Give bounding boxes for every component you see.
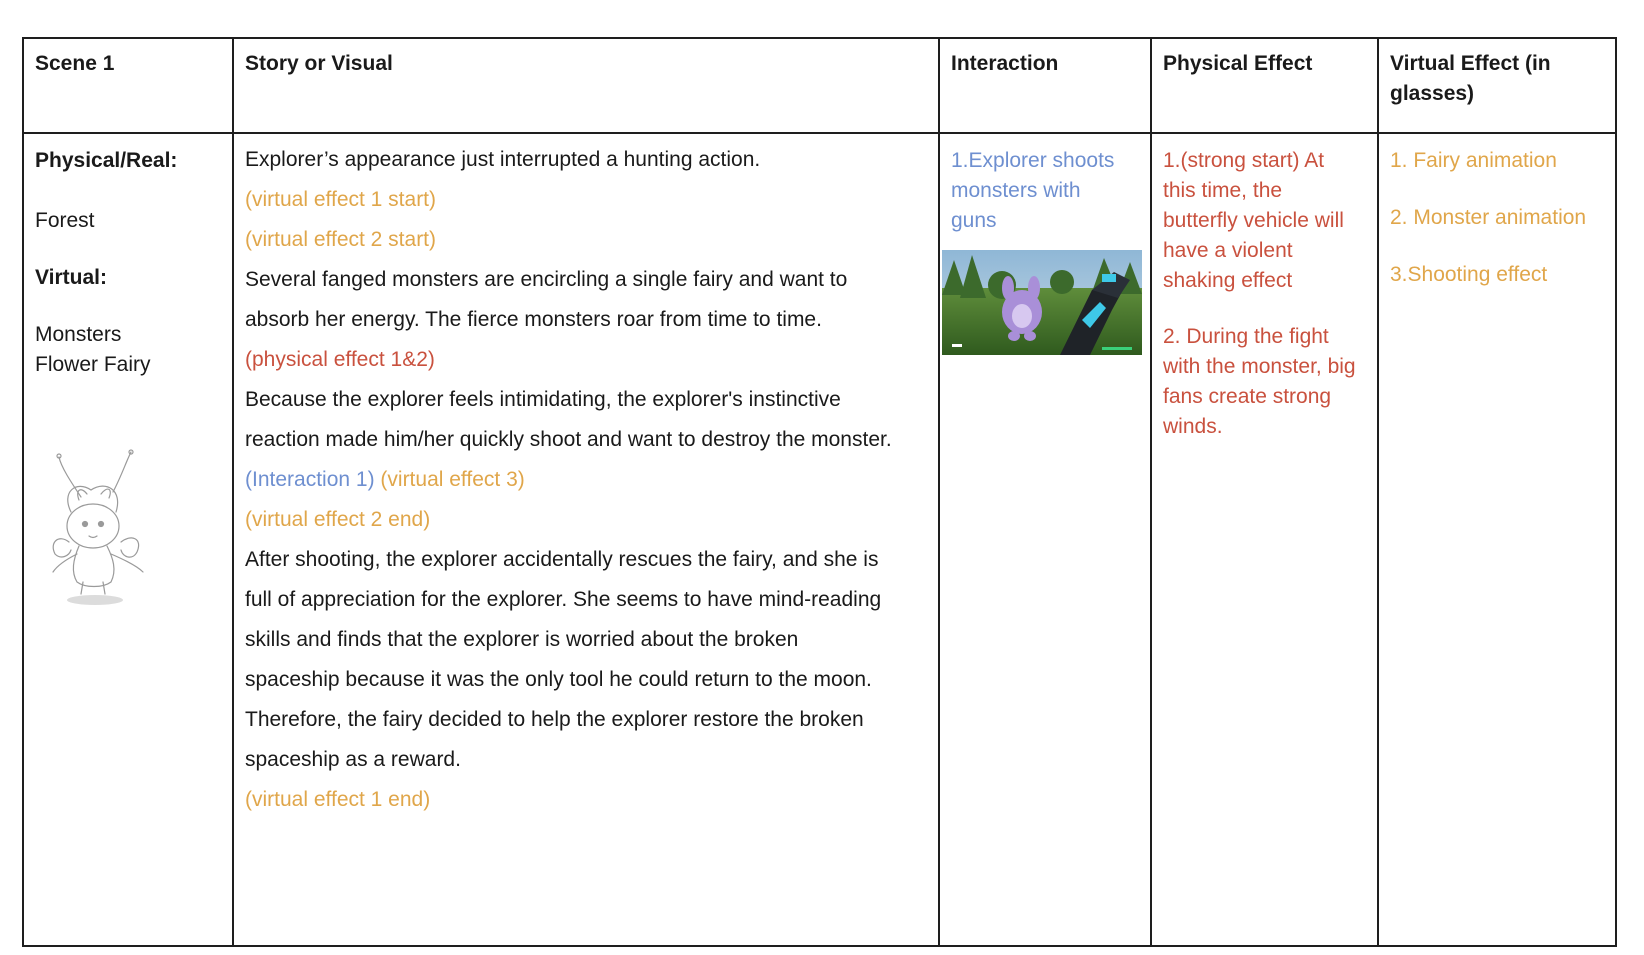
physical-effect-line: with the monster, big xyxy=(1163,355,1356,378)
story-virtual-tag: (virtual effect 1 end) xyxy=(245,788,431,811)
physical-effect-line: this time, the xyxy=(1163,179,1283,202)
scene-cell xyxy=(23,133,233,946)
virtual-effect-line: 3.Shooting effect xyxy=(1390,263,1548,286)
story-line: Several fanged monsters are encircling a single fairy and want to xyxy=(245,268,848,291)
story-line: After shooting, the explorer accidentally rescues the fairy, and she is xyxy=(245,548,879,571)
physical-label: Physical/Real: xyxy=(35,149,178,172)
story-line: spaceship as a reward. xyxy=(245,748,461,771)
story-line: Because the explorer feels intimidating, the explorer's instinctive xyxy=(245,388,841,411)
virtual-label: Virtual: xyxy=(35,266,107,289)
story-line: Therefore, the fairy decided to help the explorer restore the broken xyxy=(245,708,864,731)
header-virtual-line1: Virtual Effect (in xyxy=(1390,52,1551,75)
interaction-line: guns xyxy=(951,209,997,232)
virtual-effect-line: 1. Fairy animation xyxy=(1390,149,1557,172)
physical-effect-line: 2. During the fight xyxy=(1163,325,1329,348)
storyboard-table xyxy=(22,37,1617,947)
header-interaction: Interaction xyxy=(939,38,1151,133)
story-line: absorb her energy. The fierce monsters roar from time to time. xyxy=(245,308,822,331)
virtual-value-1: Monsters xyxy=(35,323,122,346)
story-physical-tag: (physical effect 1&2) xyxy=(245,348,435,371)
scene-row xyxy=(23,133,1616,946)
physical-effect-line: fans create strong xyxy=(1163,385,1332,408)
virtual-effect-line: 2. Monster animation xyxy=(1390,206,1587,229)
virtual-value-2: Flower Fairy xyxy=(35,353,151,376)
physical-effect-line: have a violent xyxy=(1163,239,1293,262)
physical-effect-line: butterfly vehicle will xyxy=(1163,209,1344,232)
story-line: reaction made him/her quickly shoot and want to destroy the monster. xyxy=(245,428,892,451)
header-virtual-effect xyxy=(1378,38,1616,133)
story-line: skills and finds that the explorer is worried about the broken xyxy=(245,628,799,651)
story-tag-line xyxy=(245,460,927,500)
story-virtual-tag: (virtual effect 1 start) xyxy=(245,188,437,211)
physical-value: Forest xyxy=(35,209,95,232)
story-line: spaceship because it was the only tool he could return to the moon. xyxy=(245,668,872,691)
fairy-sketch-icon xyxy=(51,442,161,614)
header-row xyxy=(23,38,1616,133)
header-virtual-line2: glasses) xyxy=(1390,82,1475,105)
story-interaction-tag: (Interaction 1) xyxy=(245,468,375,491)
story-virtual-tag: (virtual effect 2 end) xyxy=(245,508,431,531)
physical-effect-line: shaking effect xyxy=(1163,269,1293,292)
interaction-line: 1.Explorer shoots xyxy=(951,149,1115,172)
story-virtual-tag: (virtual effect 3) xyxy=(380,468,525,491)
header-physical-effect: Physical Effect xyxy=(1151,38,1378,133)
physical-effect-cell xyxy=(1151,133,1378,946)
story-virtual-tag: (virtual effect 2 start) xyxy=(245,228,437,251)
interaction-cell xyxy=(939,133,1151,946)
interaction-line: monsters with xyxy=(951,179,1081,202)
header-story: Story or Visual xyxy=(233,38,939,133)
story-line: full of appreciation for the explorer. She seems to have mind-reading xyxy=(245,588,882,611)
header-scene: Scene 1 xyxy=(23,38,233,133)
story-cell xyxy=(233,133,939,946)
virtual-effect-cell xyxy=(1378,133,1616,946)
physical-effect-line: 1.(strong start) At xyxy=(1163,149,1325,172)
game-screenshot-image xyxy=(942,250,1142,355)
physical-effect-line: winds. xyxy=(1163,415,1223,438)
story-line: Explorer’s appearance just interrupted a hunting action. xyxy=(245,148,761,171)
